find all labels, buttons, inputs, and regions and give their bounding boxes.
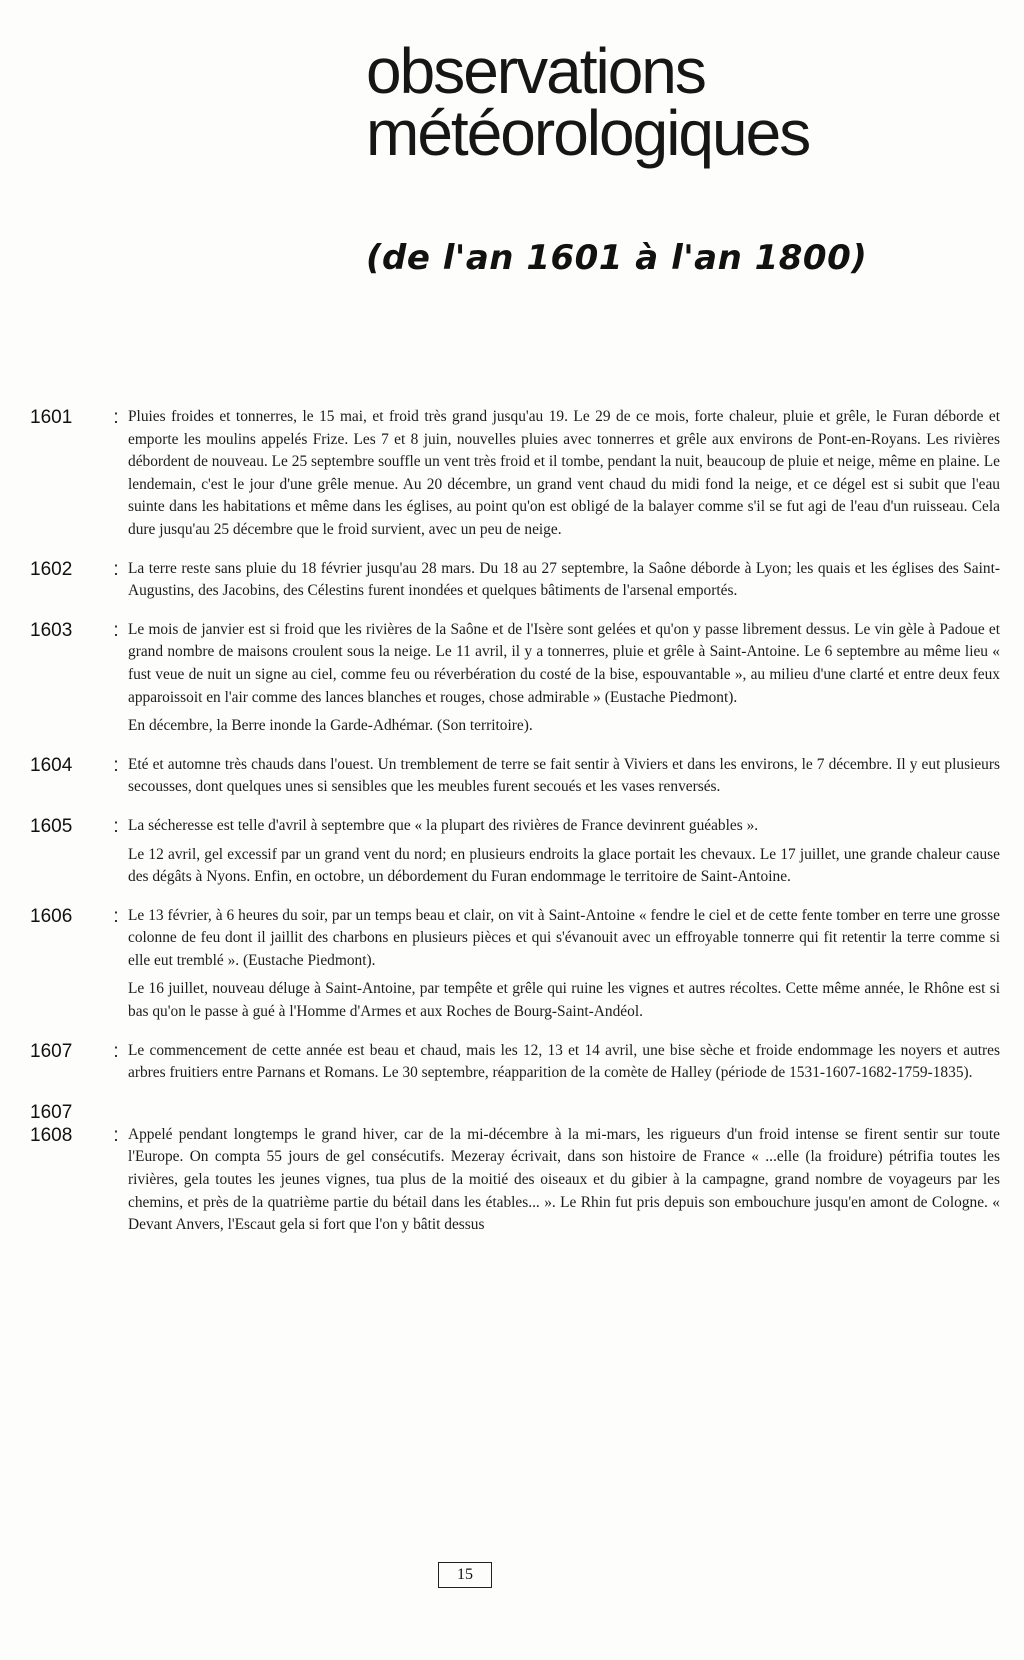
year-label: 1605 bbox=[30, 815, 73, 837]
entry-year bbox=[30, 754, 104, 777]
entry-paragraph: Le 12 avril, gel excessif par un grand vent du nord; en plusieurs endroits la glace portait les chevaux. Le 17 juillet, une grande chaleur cause des dégâts à Nyons. Enfin, en octobre, un débordement du Furan endommage le territoire de Saint-Antoine. bbox=[128, 845, 1000, 886]
entry-1604 bbox=[30, 754, 1000, 799]
colon-separator: : bbox=[113, 1040, 119, 1062]
year-label: 1608 bbox=[30, 1124, 73, 1146]
entry-text bbox=[128, 619, 1000, 738]
colon-separator: : bbox=[113, 619, 119, 641]
entry-text bbox=[128, 815, 1000, 889]
year-label: 1603 bbox=[30, 619, 73, 641]
entry-text bbox=[128, 1101, 1000, 1237]
colon-separator: : bbox=[113, 754, 119, 776]
page-title-line-2: météorologiques bbox=[366, 97, 810, 169]
year-label: 1602 bbox=[30, 558, 73, 580]
entry-paragraph: Le commencement de cette année est beau et chaud, mais les 12, 13 et 14 avril, une bise sèche et froide endommage les noyers et autres arbres fruitiers entre Parnans et Romans. Le 30 septembre, réapparition de la comète de Halley (période de 1531-1607-1682-1759-1835). bbox=[128, 1041, 1000, 1082]
entry-year bbox=[30, 558, 104, 581]
entries-list bbox=[30, 406, 1000, 1253]
entry-paragraph: La terre reste sans pluie du 18 février jusqu'au 28 mars. Du 18 au 27 septembre, la Saône déborde à Lyon; les quais et les églises des Saint-Augustins, des Jacobins, des Célestins furent inondées et quelques bâtiments de l'arsenal emportés. bbox=[128, 559, 1000, 600]
entry-year bbox=[30, 406, 104, 429]
colon-separator: : bbox=[113, 558, 119, 580]
entry-text bbox=[128, 905, 1000, 1024]
entry-paragraph: Le 16 juillet, nouveau déluge à Saint-Antoine, par tempête et grêle qui ruine les vignes et autres récoltes. Cette même année, le Rhône est si bas qu'on le passe à gué à l'Homme d'Armes et aux Roches de Bourg-Saint-Andéol. bbox=[128, 980, 1000, 1021]
entry-paragraph: En décembre, la Berre inonde la Garde-Adhémar. (Son territoire). bbox=[128, 717, 533, 735]
year-label: 1607 bbox=[30, 1101, 73, 1123]
entry-paragraph: Eté et automne très chauds dans l'ouest. Un tremblement de terre se fait sentir à Viviers et dans les environs, le 7 décembre. Il y eut plusieurs secousses, dont quelques unes si sensibles que les meubles furent secoués et les vases renversés. bbox=[128, 755, 1000, 796]
colon-separator: : bbox=[113, 815, 119, 837]
entry-1607-1608 bbox=[30, 1101, 1000, 1237]
entry-year bbox=[30, 619, 104, 642]
entry-text bbox=[128, 406, 1000, 542]
year-label: 1604 bbox=[30, 754, 73, 776]
page-subtitle: (de l'an 1601 à l'an 1800) bbox=[366, 238, 868, 278]
entry-1607 bbox=[30, 1040, 1000, 1085]
year-label: 1601 bbox=[30, 407, 73, 428]
entry-paragraph: Appelé pendant longtemps le grand hiver, car de la mi-décembre à la mi-mars, les rigueurs d'un froid intense se firent sentir sur toute l'Europe. On compta 55 jours de gel consécutifs. Mezeray écrivait, dans son histoire de France « ...elle (la froidure) pétrifia toutes les rivières, gela toutes les jeunes vignes, tua plus de la moitié des oiseaux et du gibier à la campagne, grand nombre de voyageurs par les chemins, et près de la quatrième partie du bétail dans les étables... ». Le Rhin fut pris depuis son embouchure jusqu'en amont de Cologne. « Devant Anvers, l'Escaut gela si fort que l'on y bâtit dessus bbox=[128, 1125, 1000, 1234]
entry-year bbox=[30, 905, 104, 928]
entry-1603 bbox=[30, 619, 1000, 738]
entry-text bbox=[128, 1040, 1000, 1085]
page-title-line-1: observations bbox=[366, 35, 705, 107]
entry-paragraph: Le mois de janvier est si froid que les rivières de la Saône et de l'Isère sont gelées et qu'on y passe librement dessus. Le vin gèle à Padoue et grand nombre de maisons croulent sous la neige. Le 11 avril, il y a tonnerres, pluie et grêle à Saint-Antoine. Le 6 septembre au même lieu « fust veue de nuit un signe au ciel, comme feu ou réverbération du costé de la bise, espouvantable », au milieu d'une clarté et entre deux feux apparoissoit en l'air comme des lances blanches et rouges, chose admirable » (Eustache Piedmont). bbox=[128, 620, 1000, 706]
page-number: 15 bbox=[438, 1562, 492, 1588]
entry-1601 bbox=[30, 406, 1000, 542]
colon-separator: : bbox=[113, 905, 119, 927]
entry-1602 bbox=[30, 558, 1000, 603]
entry-paragraph: Le 13 février, à 6 heures du soir, par un temps beau et clair, on vit à Saint-Antoine « fendre le ciel et de cette fente tomber en terre une grosse colonne de feu dont il jaillit des charbons en plusieurs pièces et qui s'évanouit avec un effroyable tonnerre qui fit retentir la terre comme si elle eut tremblé ». (Eustache Piedmont). bbox=[128, 906, 1000, 969]
entry-paragraph: La sécheresse est telle d'avril à septembre que « la plupart des rivières de France devinrent guéables ». bbox=[128, 816, 759, 834]
year-label: 1607 bbox=[30, 1040, 73, 1062]
entry-text bbox=[128, 754, 1000, 799]
entry-1605 bbox=[30, 815, 1000, 889]
entry-1606 bbox=[30, 905, 1000, 1024]
entry-year bbox=[30, 815, 104, 838]
title-block bbox=[366, 35, 1006, 169]
colon-separator: : bbox=[113, 1124, 119, 1146]
entry-text bbox=[128, 558, 1000, 603]
entry-year bbox=[30, 1040, 104, 1063]
colon-separator: : bbox=[113, 407, 119, 428]
entry-paragraph: Pluies froides et tonnerres, le 15 mai, et froid très grand jusqu'au 19. Le 29 de ce mois, forte chaleur, pluie et grêle, le Furan déborde et emporte les moulins appelés Frize. Les 7 et 8 juin, nouvelles pluies avec tonnerres et grêle aux environs de Pont-en-Royans. Les rivières débordent de nouveau. Le 25 septembre souffle un vent très froid et il tombe, pendant la nuit, beaucoup de pluie et neige, même en plaine. Le lendemain, c'est le jour d'une grêle menue. Au 20 décembre, un grand vent chaud du midi fond la neige, et ce dégel est si subit que l'eau suinte dans les habitations et même dans les églises, au point qu'on est obligé de la balayer comme s'il se fut agi de l'eau d'un ruisseau. Cela dure jusqu'au 25 décembre que le froid survient, avec un peu de neige. bbox=[128, 408, 1000, 538]
year-label: 1606 bbox=[30, 905, 73, 927]
entry-year bbox=[30, 1101, 104, 1147]
